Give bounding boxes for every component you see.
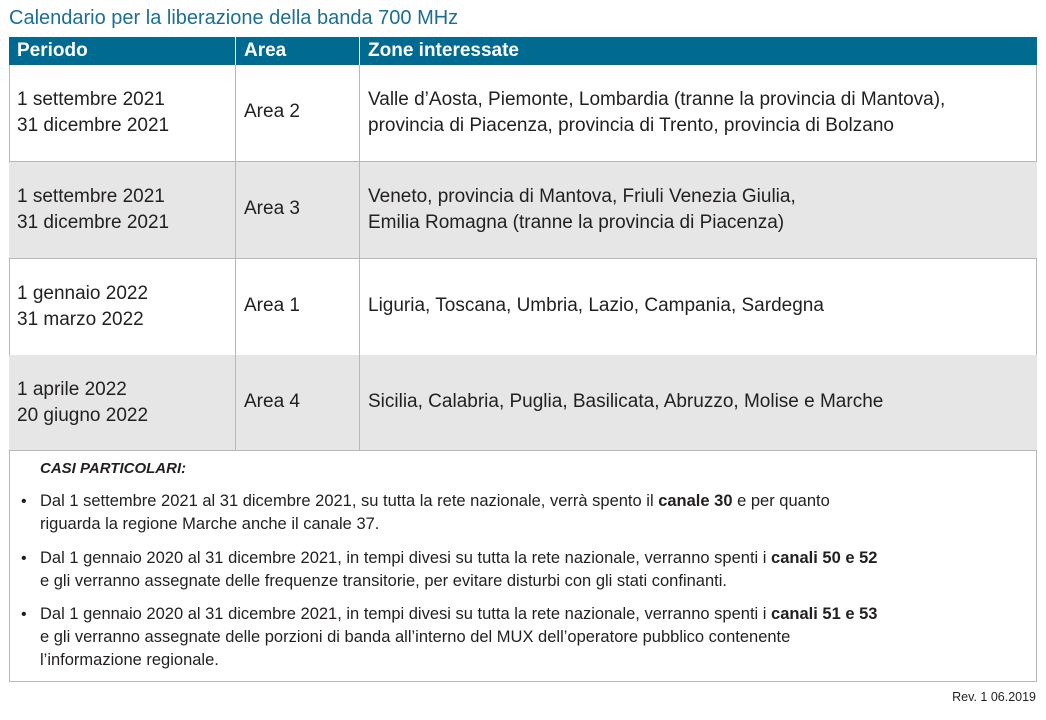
table-row	[9, 355, 1037, 451]
note-line: riguarda la regione Marche anche il canale 37.	[40, 515, 380, 533]
zones-line: Liguria, Toscana, Umbria, Lazio, Campania, Sardegna	[368, 295, 824, 316]
bullet-icon: •	[21, 550, 27, 567]
cell-periodo	[9, 162, 236, 258]
zones-line: Sicilia, Calabria, Puglia, Basilicata, Abruzzo, Molise e Marche	[368, 391, 884, 412]
table-row	[9, 162, 1037, 259]
cell-area	[236, 355, 360, 450]
area-label: Area 3	[244, 198, 300, 219]
note-bold: canali 51 e 53	[771, 605, 878, 623]
table-header	[9, 37, 1037, 65]
note-line: l’informazione regionale.	[40, 651, 219, 669]
cell-area	[236, 65, 360, 161]
cell-periodo	[9, 65, 236, 161]
cell-area	[236, 259, 360, 355]
note-line: e gli verranno assegnate delle porzioni di banda all’interno del MUX dell’operatore pubblico contenente	[40, 628, 791, 646]
note-item	[21, 603, 1023, 672]
area-label: Area 4	[244, 391, 300, 412]
page-title: Calendario per la liberazione della banda 700 MHz	[9, 7, 459, 29]
cell-periodo	[9, 259, 236, 355]
note-item	[21, 547, 1023, 593]
revision-label: Rev. 1 06.2019	[952, 690, 1036, 704]
zones-line: Valle d’Aosta, Piemonte, Lombardia (tranne la provincia di Mantova),	[368, 89, 946, 110]
note-bold: canali 50 e 52	[771, 549, 878, 567]
zones-line: Emilia Romagna (tranne la provincia di Piacenza)	[368, 212, 785, 233]
period-start: 1 settembre 2021	[17, 186, 165, 207]
header-periodo: Periodo	[9, 37, 236, 65]
period-end: 20 giugno 2022	[17, 405, 149, 426]
cell-periodo	[9, 355, 236, 450]
area-label: Area 2	[244, 101, 300, 122]
area-label: Area 1	[244, 295, 300, 316]
header-area: Area	[236, 37, 360, 65]
table-row	[9, 65, 1037, 162]
period-start: 1 aprile 2022	[17, 379, 127, 400]
cell-zone	[360, 162, 1037, 258]
note-item	[21, 490, 1023, 536]
note-line: Dal 1 gennaio 2020 al 31 dicembre 2021, in tempi divesi su tutta la rete nazionale, verranno spenti i canali 51 e 53	[40, 605, 878, 623]
table-row	[9, 259, 1037, 356]
period-start: 1 gennaio 2022	[17, 283, 149, 304]
period-start: 1 settembre 2021	[17, 89, 165, 110]
bullet-icon: •	[21, 493, 27, 510]
notes-section	[9, 450, 1037, 682]
header-zone: Zone interessate	[368, 40, 519, 61]
cell-zone	[360, 259, 1037, 355]
zones-line: Veneto, provincia di Mantova, Friuli Venezia Giulia,	[368, 186, 796, 207]
bullet-icon: •	[21, 606, 27, 623]
period-end: 31 marzo 2022	[17, 309, 144, 330]
note-line: Dal 1 settembre 2021 al 31 dicembre 2021, su tutta la rete nazionale, verrà spento il canale 30 e per quanto	[40, 492, 830, 510]
cell-area	[236, 162, 360, 258]
period-end: 31 dicembre 2021	[17, 115, 170, 136]
note-line: e gli verranno assegnate delle frequenze transitorie, per evitare disturbi con gli stati confinanti.	[40, 572, 727, 590]
note-line: Dal 1 gennaio 2020 al 31 dicembre 2021, in tempi divesi su tutta la rete nazionale, verranno spenti i canali 50 e 52	[40, 549, 878, 567]
cell-zone	[360, 65, 1037, 161]
period-end: 31 dicembre 2021	[17, 212, 170, 233]
note-bold: canale 30	[658, 492, 733, 510]
cell-zone	[360, 355, 1037, 450]
notes-title: CASI PARTICOLARI:	[40, 460, 187, 477]
zones-line: provincia di Piacenza, provincia di Trento, provincia di Bolzano	[368, 115, 894, 136]
